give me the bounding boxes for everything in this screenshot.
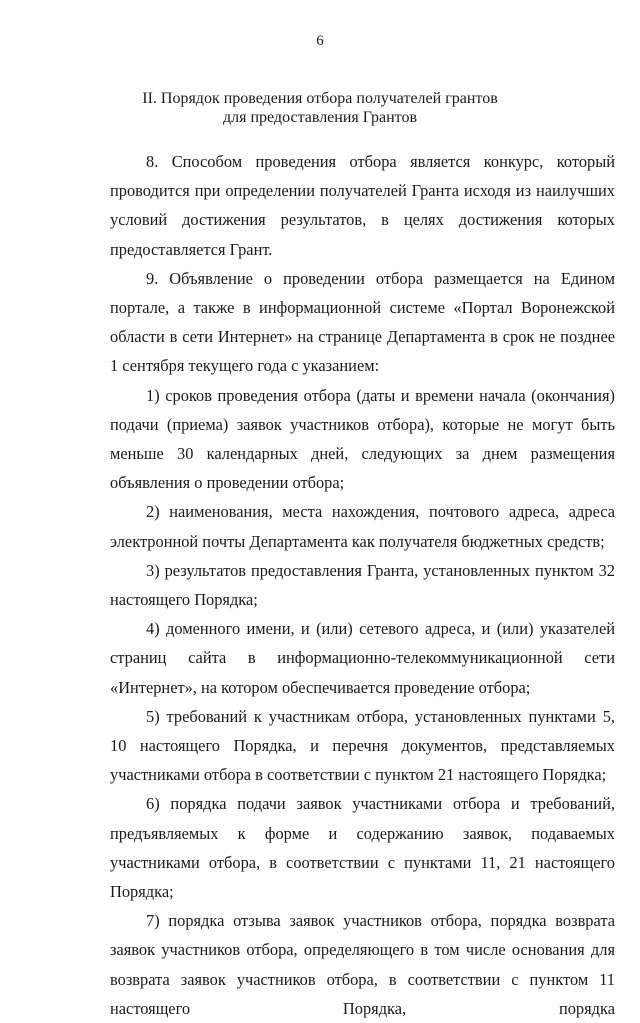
list-item-4: 4) доменного имени, и (или) сетевого адреса, и (или) указателей страниц сайта в информационно-телекоммуникационной сети «Интернет», на котором обеспечивается проведение отбора;	[110, 619, 615, 697]
paragraph-8: 8. Способом проведения отбора является конкурс, который проводится при определении получателей Гранта исходя из наилучших условий достижения результатов, в целях достижения которых предоставляется Грант.	[110, 152, 615, 259]
list-item-1: 1) сроков проведения отбора (даты и времени начала (окончания) подачи (приема) заявок участников отбора), которые не могут быть меньше 30 календарных дней, следующих за днем размещения объявления о проведении отбора;	[110, 385, 615, 493]
section-title-line-2: для предоставления Грантов	[222, 109, 418, 126]
section-title-line-1: II. Порядок проведения отбора получателей грантов	[142, 90, 498, 107]
list-item-7: 7) порядка отзыва заявок участников отбора, порядка возврата заявок участников отбора, определяющего в том числе основания для возврата заявок участников отбора, в соответствии с пунктом 11 настоящего Порядка, порядка	[110, 911, 615, 1018]
list-item-3: 3) результатов предоставления Гранта, установленных пунктом 32 настоящего Порядка;	[110, 560, 615, 610]
list-item-6: 6) порядка подачи заявок участниками отбора и требований, предъявляемых к форме и содержанию заявок, подаваемых участниками отбора, в соответствии с пунктами 11, 21 настоящего Порядка;	[110, 794, 615, 902]
paragraph-9: 9. Объявление о проведении отбора размещается на Едином портале, а также в информационной системе «Портал Воронежской области в сети Интернет» на странице Департамента в срок не позднее 1 сентября текущего года с указанием:	[110, 268, 615, 376]
list-item-5: 5) требований к участникам отбора, установленных пунктами 5, 10 настоящего Порядка, и перечня документов, представляемых участниками отбора в соответствии с пунктом 21 настоящего Порядка;	[110, 706, 615, 785]
page-number: 6	[316, 33, 324, 49]
section-heading	[60, 89, 580, 127]
document-body	[110, 147, 615, 1023]
list-item-2: 2) наименования, места нахождения, почтового адреса, адреса электронной почты Департамента как получателя бюджетных средств;	[110, 502, 615, 551]
